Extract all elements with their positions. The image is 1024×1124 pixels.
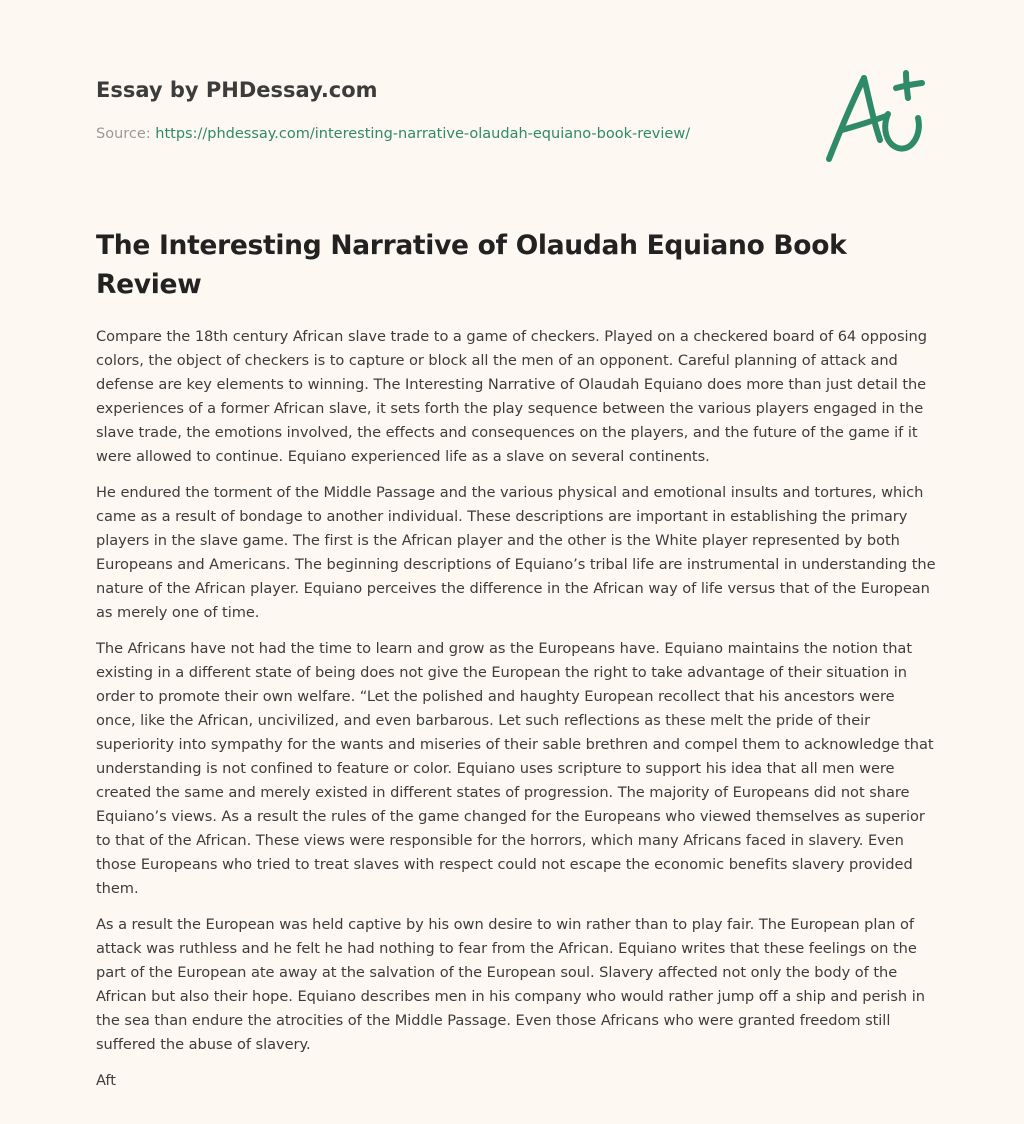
essay-paragraph: As a result the European was held captive by his own desire to win rather than to play fair. The European plan of attack was ruthless and he felt he had nothing to fear from the African. Equiano writes that these feelings on the part of the European ate away at the salvation of the European soul. Slavery affected not only the body of the African but also their hope. Equiano describes men in his company who would rather jump off a ship and perish in the sea than endure the atrocities of the Middle Passage. Even those Africans who were granted freedom still suffered the abuse of slavery. [96,916,925,1053]
essay-paragraph: The Africans have not had the time to learn and grow as the Europeans have. Equiano maintains the notion that existing in a different state of being does not give the European the right to take advantage of their situation in order to promote their own welfare. “Let the polished and haughty European recollect that his ancestors were once, like the African, uncivilized, and even barbarous. Let such reflections as these melt the pride of their superiority into sympathy for the wants and miseries of their sable brethren and compel them to acknowledge that understanding is not confined to feature or color. Equiano uses scripture to support his idea that all men were created the same and merely existed in different states of progression. The majority of Europeans did not share Equiano’s views. As a result the rules of the game changed for the Europeans who viewed themselves as superior to that of the African. These views were responsible for the horrors, which many Africans faced in slavery. Even those Europeans who tried to treat slaves with respect could not escape the economic benefits slavery provided them. [96,640,934,897]
source-line [96,124,796,144]
essay-paragraph: He endured the torment of the Middle Passage and the various physical and emotional insults and tortures, which came as a result of bondage to another individual. These descriptions are important in establishing the primary players in the slave game. The first is the African player and the other is the White player represented by both Europeans and Americans. The beginning descriptions of Equiano’s tribal life are instrumental in understanding the nature of the African player. Equiano perceives the difference in the African way of life versus that of the European as merely one of time. [96,484,936,621]
source-label: Source: [96,126,156,142]
site-title: Essay by PHDessay.com [96,78,378,102]
source-link[interactable]: https://phdessay.com/interesting-narrative-olaudah-equiano-book-review/ [155,126,691,142]
essay-body [96,325,936,1105]
essay-paragraph: Compare the 18th century African slave trade to a game of checkers. Played on a checkered board of 64 opposing colors, the object of checkers is to capture or block all the men of an opponent. Careful planning of attack and defense are key elements to winning. The Interesting Narrative of Olaudah Equiano does more than just detail the experiences of a former African slave, it sets forth the play sequence between the various players engaged in the slave trade, the emotions involved, the effects and consequences on the players, and the future of the game if it were allowed to continue. Equiano experienced life as a slave on several continents. [96,328,927,465]
essay-title: The Interesting Narrative of Olaudah Equiano Book Review [96,230,847,300]
a-plus-grade-icon [822,68,926,164]
site-header [96,76,796,144]
essay-paragraph-truncated: Aft [96,1072,116,1089]
